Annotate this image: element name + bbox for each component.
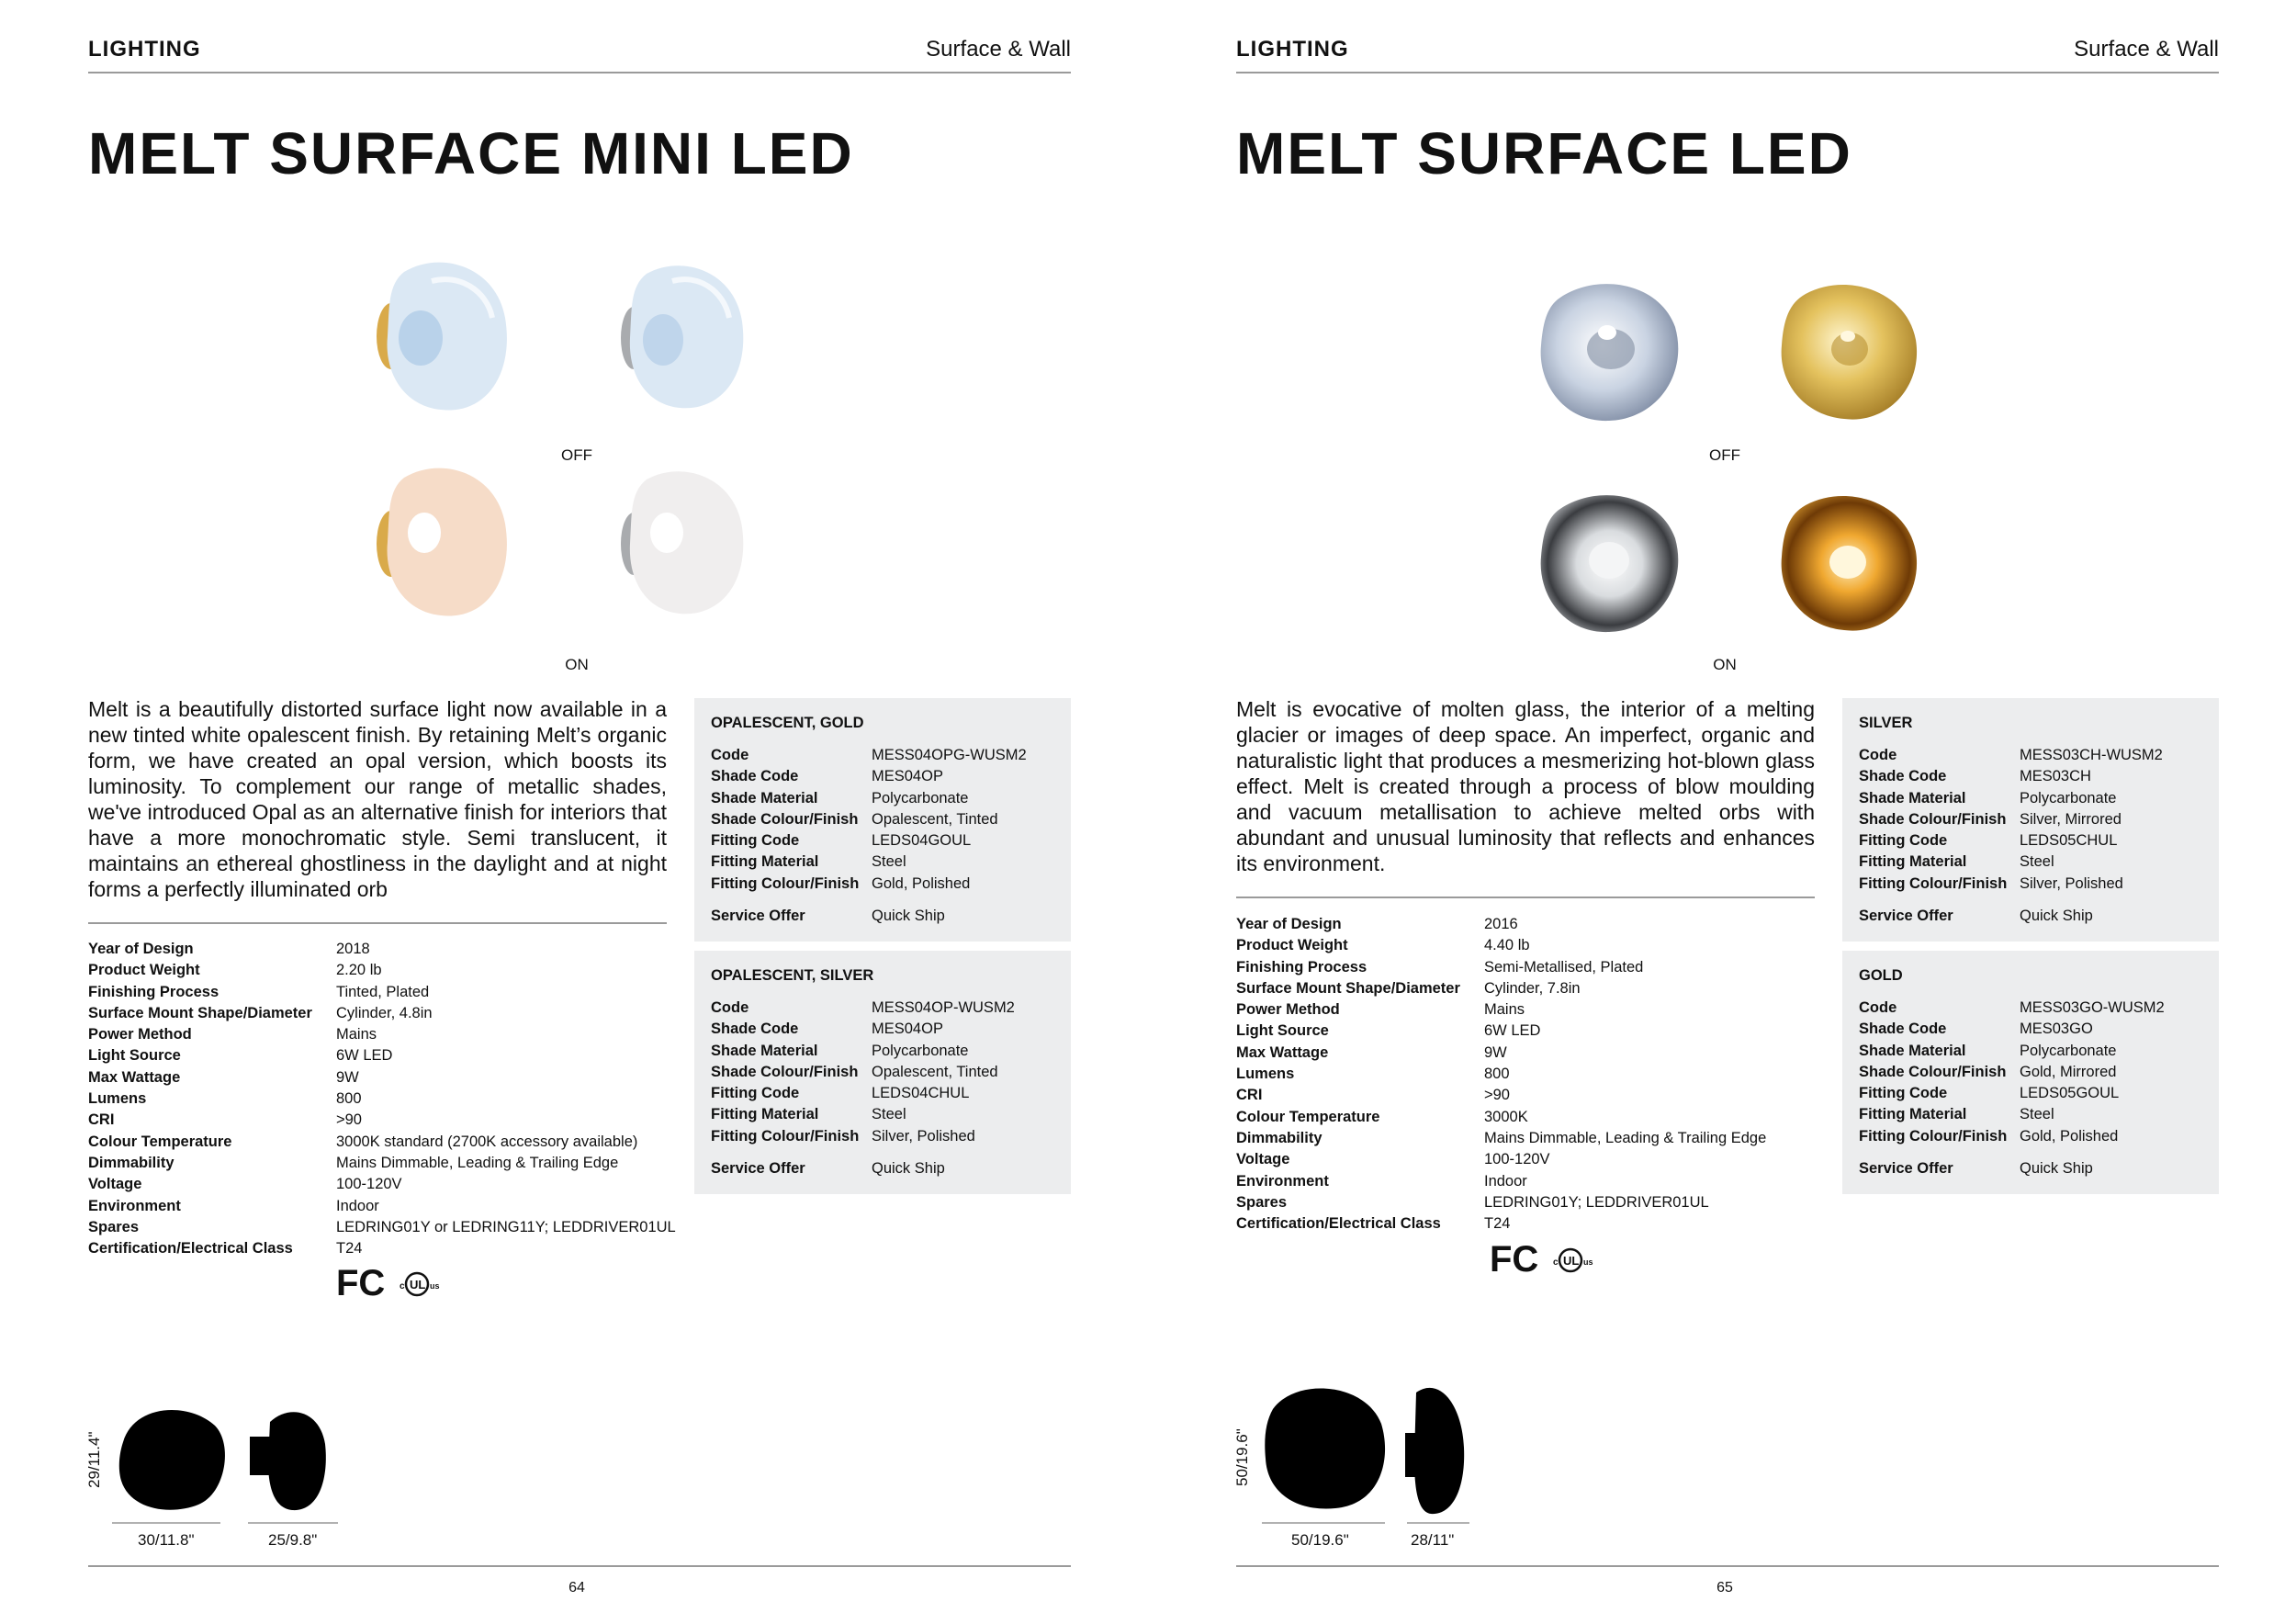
spec-label: Max Wattage	[1236, 1043, 1329, 1061]
spec-row	[1236, 1064, 1824, 1085]
variant-row	[1859, 1085, 2202, 1106]
spec-value: Tinted, Plated	[336, 983, 430, 1000]
variant-value: Gold, Polished	[872, 874, 971, 892]
spec-value: 4.40 lb	[1484, 937, 1530, 954]
spec-label: Year of Design	[88, 941, 194, 957]
variant-row	[1859, 875, 2202, 897]
variant-label: Fitting Colour/Finish	[1859, 1127, 2008, 1145]
spec-label: Surface Mount Shape/Diameter	[1236, 979, 1460, 997]
variant-label: Fitting Colour/Finish	[711, 1127, 860, 1145]
variant-row	[711, 747, 1054, 768]
spec-label: Colour Temperature	[1236, 1108, 1380, 1125]
label-off: OFF	[1709, 446, 1740, 464]
variant-row	[711, 999, 1054, 1021]
variant-value: MES03CH	[2020, 768, 2091, 785]
spec-row	[88, 1110, 676, 1131]
service-offer-value: Quick Ship	[872, 908, 945, 925]
service-offer-row	[1859, 908, 2202, 929]
spec-row	[88, 1132, 676, 1153]
spec-label: Power Method	[1236, 1001, 1340, 1019]
dim-width: 50/19.6"	[1291, 1531, 1349, 1549]
divider	[88, 922, 667, 924]
spec-label: Certification/Electrical Class	[1236, 1215, 1441, 1233]
ul-logo: UL	[410, 1278, 426, 1291]
variant-row	[1859, 1043, 2202, 1064]
spec-label: Environment	[1236, 1172, 1329, 1190]
variant-value: LEDS05CHUL	[2020, 832, 2118, 850]
subsection-label: Surface & Wall	[2074, 37, 2219, 62]
spec-row	[88, 1045, 676, 1066]
certification-logos	[1490, 1236, 1600, 1279]
spec-row	[1236, 1128, 1824, 1149]
variant-row	[711, 790, 1054, 811]
variant-label: Fitting Code	[711, 832, 800, 850]
variant-value: Silver, Polished	[2020, 874, 2123, 892]
variant-box-gold	[1842, 951, 2219, 1194]
section-label: LIGHTING	[88, 37, 201, 62]
variant-value: Steel	[2020, 1106, 2054, 1123]
variant-box-opalescent-gold	[694, 698, 1071, 942]
service-offer-value: Quick Ship	[2020, 1160, 2093, 1178]
page-header	[88, 33, 1071, 73]
spec-row	[88, 1153, 676, 1174]
service-offer-row	[1859, 1160, 2202, 1181]
variant-value: MESS03GO-WUSM2	[2020, 999, 2165, 1016]
variant-row	[1859, 768, 2202, 789]
spec-row	[1236, 1192, 1824, 1213]
variant-row	[1859, 811, 2202, 832]
variant-value: Silver, Polished	[872, 1127, 975, 1145]
variant-label: Shade Code	[1859, 768, 1947, 785]
fcc-logo: FC	[336, 1263, 386, 1303]
spec-label: Spares	[88, 1218, 140, 1235]
product-image-gold-off	[1769, 272, 1925, 428]
product-image-silver-on	[1530, 483, 1686, 639]
variant-row	[711, 875, 1054, 897]
dimension-drawing	[79, 1385, 355, 1551]
spec-label: Power Method	[88, 1026, 192, 1043]
variant-value: MES04OP	[872, 768, 943, 785]
page-number: 65	[1716, 1580, 1733, 1596]
variant-value: MES04OP	[872, 1021, 943, 1038]
variant-box-silver	[1842, 698, 2219, 942]
page-number: 64	[568, 1580, 585, 1596]
spec-row	[88, 1003, 676, 1024]
spec-value: T24	[336, 1240, 363, 1257]
spec-label: Product Weight	[88, 962, 200, 979]
variant-label: Fitting Code	[711, 1085, 800, 1102]
spec-row	[1236, 1171, 1824, 1192]
spec-label: CRI	[88, 1111, 115, 1129]
dim-height: 50/19.6"	[1233, 1428, 1251, 1486]
variant-value: LEDS05GOUL	[2020, 1085, 2120, 1102]
product-image-silver-off	[1530, 272, 1686, 428]
variant-row	[1859, 790, 2202, 811]
variant-label: Shade Colour/Finish	[711, 1063, 859, 1080]
variant-row	[711, 768, 1054, 789]
variant-value: MESS04OPG-WUSM2	[872, 747, 1027, 763]
variant-value: Opalescent, Tinted	[872, 810, 998, 828]
variant-value: Polycarbonate	[872, 1042, 969, 1059]
variant-row	[711, 1085, 1054, 1106]
variant-row	[711, 1128, 1054, 1149]
spec-value: Indoor	[1484, 1172, 1527, 1190]
variant-row	[1859, 1128, 2202, 1149]
spec-row	[88, 1024, 676, 1045]
service-offer-row	[711, 908, 1054, 929]
variant-value: Steel	[2020, 853, 2054, 871]
spec-row	[88, 1088, 676, 1110]
variant-value: Gold, Mirrored	[2020, 1063, 2117, 1080]
spec-row	[1236, 999, 1824, 1021]
spec-value: Mains Dimmable, Leading & Trailing Edge	[336, 1154, 619, 1171]
fcc-logo: FC	[1490, 1239, 1539, 1279]
divider	[1236, 897, 1815, 898]
spec-table	[1236, 914, 1824, 1235]
variant-label: Fitting Material	[711, 1106, 819, 1123]
product-image-opal-gold-on	[367, 459, 514, 625]
variant-label: Shade Colour/Finish	[1859, 1063, 2007, 1080]
variant-label: Shade Code	[1859, 1021, 1947, 1038]
variant-value: MESS03CH-WUSM2	[2020, 747, 2163, 763]
product-title: MELT SURFACE LED	[1236, 120, 1852, 186]
spec-value: Cylinder, 4.8in	[336, 1004, 433, 1021]
spec-value: 100-120V	[1484, 1151, 1550, 1168]
variant-value: Steel	[872, 1106, 906, 1123]
spec-row	[1236, 935, 1824, 956]
variant-box-opalescent-silver	[694, 951, 1071, 1194]
spec-row	[1236, 1107, 1824, 1128]
product-image-gold-on	[1769, 483, 1925, 639]
service-offer-label: Service Offer	[711, 1160, 805, 1178]
spec-row	[1236, 1021, 1824, 1042]
variant-label: Shade Code	[711, 1021, 799, 1038]
variant-label: Shade Material	[1859, 789, 1966, 806]
ul-logo-c: c	[400, 1281, 405, 1291]
spec-value: Mains Dimmable, Leading & Trailing Edge	[1484, 1129, 1767, 1146]
ul-logo: UL	[1563, 1254, 1580, 1268]
variant-value: Polycarbonate	[2020, 1042, 2117, 1059]
spec-row	[88, 982, 676, 1003]
variant-label: Fitting Material	[1859, 853, 1967, 871]
variant-value: Silver, Mirrored	[2020, 810, 2122, 828]
spec-row	[88, 1217, 676, 1238]
variant-value: Steel	[872, 853, 906, 871]
spec-row	[1236, 978, 1824, 999]
spec-value: LEDRING01Y or LEDRING11Y; LEDDRIVER01UL	[336, 1218, 676, 1235]
variant-value: LEDS04CHUL	[872, 1085, 970, 1102]
variant-label: Fitting Material	[1859, 1106, 1967, 1123]
footer-divider	[1236, 1565, 2219, 1567]
spec-value: >90	[336, 1111, 362, 1129]
dimension-drawing	[1227, 1369, 1503, 1552]
variant-value: LEDS04GOUL	[872, 832, 972, 850]
page-header	[1236, 33, 2219, 73]
variant-row	[1859, 832, 2202, 853]
spec-value: Mains	[1484, 1001, 1525, 1019]
variant-value: Gold, Polished	[2020, 1127, 2119, 1145]
spec-row	[88, 1174, 676, 1195]
spec-label: Voltage	[1236, 1151, 1290, 1168]
dim-width: 30/11.8"	[138, 1531, 195, 1549]
page-right	[1148, 0, 2296, 1624]
spec-label: Year of Design	[1236, 916, 1342, 932]
variant-title: OPALESCENT, SILVER	[711, 967, 874, 984]
variant-row	[1859, 999, 2202, 1021]
spec-label: Finishing Process	[88, 983, 219, 1000]
variant-row	[711, 1043, 1054, 1064]
spec-label: Max Wattage	[88, 1068, 181, 1086]
subsection-label: Surface & Wall	[926, 37, 1071, 62]
spec-row	[88, 1238, 676, 1259]
spec-value: 6W LED	[1484, 1022, 1541, 1040]
spec-value: 2018	[336, 941, 370, 957]
spec-label: Spares	[1236, 1193, 1288, 1211]
variant-row	[711, 1021, 1054, 1042]
dim-depth: 28/11"	[1411, 1531, 1455, 1549]
spec-value: Cylinder, 7.8in	[1484, 979, 1581, 997]
variant-row	[711, 853, 1054, 874]
spec-value: 6W LED	[336, 1047, 393, 1065]
spec-table	[88, 939, 676, 1259]
variant-row	[1859, 1106, 2202, 1127]
spec-label: Lumens	[88, 1090, 147, 1108]
variant-label: Fitting Code	[1859, 832, 1948, 850]
spec-row	[88, 1067, 676, 1088]
variant-label: Code	[1859, 999, 1897, 1016]
ul-logo-us: us	[430, 1281, 440, 1291]
product-title: MELT SURFACE MINI LED	[88, 120, 854, 186]
variant-row	[711, 811, 1054, 832]
label-off: OFF	[561, 446, 592, 464]
label-on: ON	[565, 656, 589, 673]
variant-row	[1859, 853, 2202, 874]
spec-label: Light Source	[88, 1047, 181, 1065]
spec-label: Lumens	[1236, 1066, 1295, 1083]
label-on: ON	[1713, 656, 1737, 673]
variant-row	[711, 832, 1054, 853]
spec-row	[1236, 1043, 1824, 1064]
spec-row	[1236, 1085, 1824, 1106]
variant-label: Fitting Code	[1859, 1085, 1948, 1102]
variant-value: Polycarbonate	[872, 789, 969, 806]
spec-label: Certification/Electrical Class	[88, 1240, 293, 1257]
product-image-opal-silver-off	[606, 254, 753, 419]
variant-value: Opalescent, Tinted	[872, 1063, 998, 1080]
variant-label: Shade Material	[1859, 1042, 1966, 1059]
variant-title: GOLD	[1859, 967, 1903, 984]
variant-title: OPALESCENT, GOLD	[711, 715, 864, 731]
ul-logo-c: c	[1553, 1257, 1559, 1268]
spec-value: LEDRING01Y; LEDDRIVER01UL	[1484, 1193, 1709, 1211]
spec-value: 3000K standard (2700K accessory available)	[336, 1133, 638, 1150]
spec-row	[88, 960, 676, 981]
product-image-opal-silver-on	[606, 459, 753, 625]
spec-value: Indoor	[336, 1197, 379, 1214]
footer-divider	[88, 1565, 1071, 1567]
variant-row	[1859, 1021, 2202, 1042]
spec-value: T24	[1484, 1215, 1511, 1233]
product-description: Melt is a beautifully distorted surface light now available in a new tinted white opalescent finish. By retaining Melt’s organic form, we have created an opal version, which boosts its luminosity. To complement our range of metallic shades, we've introduced Opal as an alternative finish for interiors that have a more monochromatic style. Semi translucent, it maintains an ethereal ghostliness in the daylight and at night forms a perfectly illuminated orb	[88, 697, 667, 901]
section-label: LIGHTING	[1236, 37, 1349, 62]
variant-label: Shade Material	[711, 789, 818, 806]
variant-label: Fitting Material	[711, 853, 819, 871]
spec-label: Finishing Process	[1236, 958, 1367, 976]
spec-row	[1236, 957, 1824, 978]
spec-row	[1236, 914, 1824, 935]
variant-label: Shade Material	[711, 1042, 818, 1059]
variant-label: Fitting Colour/Finish	[1859, 874, 2008, 892]
variant-label: Shade Code	[711, 768, 799, 785]
spec-value: Semi-Metallised, Plated	[1484, 958, 1644, 976]
spec-label: Dimmability	[88, 1154, 174, 1171]
variant-label: Shade Colour/Finish	[1859, 810, 2007, 828]
spec-row	[88, 939, 676, 960]
ul-logo-us: us	[1583, 1257, 1593, 1267]
variant-label: Code	[711, 747, 749, 763]
certification-logos	[336, 1260, 446, 1303]
spec-value: 9W	[336, 1068, 359, 1086]
variant-row	[1859, 747, 2202, 768]
variant-value: Polycarbonate	[2020, 789, 2117, 806]
dim-depth: 25/9.8"	[268, 1531, 318, 1549]
variant-title: SILVER	[1859, 715, 1913, 731]
dim-height: 29/11.4"	[85, 1431, 103, 1488]
service-offer-value: Quick Ship	[872, 1160, 945, 1178]
spec-row	[1236, 1213, 1824, 1235]
service-offer-label: Service Offer	[1859, 1160, 1953, 1178]
spec-value: 2016	[1484, 916, 1518, 932]
spec-label: Colour Temperature	[88, 1133, 232, 1150]
spec-label: Product Weight	[1236, 937, 1348, 954]
variant-row	[1859, 1064, 2202, 1085]
spec-row	[1236, 1149, 1824, 1170]
product-image-opal-gold-off	[367, 254, 514, 419]
service-offer-row	[711, 1160, 1054, 1181]
spec-value: 3000K	[1484, 1108, 1528, 1125]
variant-label: Shade Colour/Finish	[711, 810, 859, 828]
product-description: Melt is evocative of molten glass, the interior of a melting glacier or images of deep space. An imperfect, organic and naturalistic light that produces a mesmerizing hot-blown glass effect. Melt is created through a process of blow moulding and vacuum metallisation to achieve melted orbs with abundant and unusual luminosity that reflects and enhances its environment.	[1236, 697, 1815, 875]
spec-label: Surface Mount Shape/Diameter	[88, 1004, 312, 1021]
spec-value: 800	[336, 1090, 362, 1108]
service-offer-value: Quick Ship	[2020, 908, 2093, 925]
spec-value: 800	[1484, 1066, 1510, 1083]
spec-label: Environment	[88, 1197, 181, 1214]
variant-label: Code	[711, 999, 749, 1016]
variant-value: MES03GO	[2020, 1021, 2093, 1038]
spec-value: 100-120V	[336, 1176, 402, 1193]
spec-value: >90	[1484, 1087, 1510, 1104]
spec-label: Light Source	[1236, 1022, 1329, 1040]
spec-label: CRI	[1236, 1087, 1263, 1104]
spec-value: Mains	[336, 1026, 377, 1043]
spec-label: Dimmability	[1236, 1129, 1322, 1146]
spec-value: 9W	[1484, 1043, 1507, 1061]
variant-row	[711, 1064, 1054, 1085]
spec-row	[88, 1196, 676, 1217]
service-offer-label: Service Offer	[1859, 908, 1953, 925]
spec-value: 2.20 lb	[336, 962, 382, 979]
variant-label: Fitting Colour/Finish	[711, 874, 860, 892]
service-offer-label: Service Offer	[711, 908, 805, 925]
variant-value: MESS04OP-WUSM2	[872, 999, 1015, 1016]
spec-label: Voltage	[88, 1176, 142, 1193]
variant-label: Code	[1859, 747, 1897, 763]
variant-row	[711, 1106, 1054, 1127]
